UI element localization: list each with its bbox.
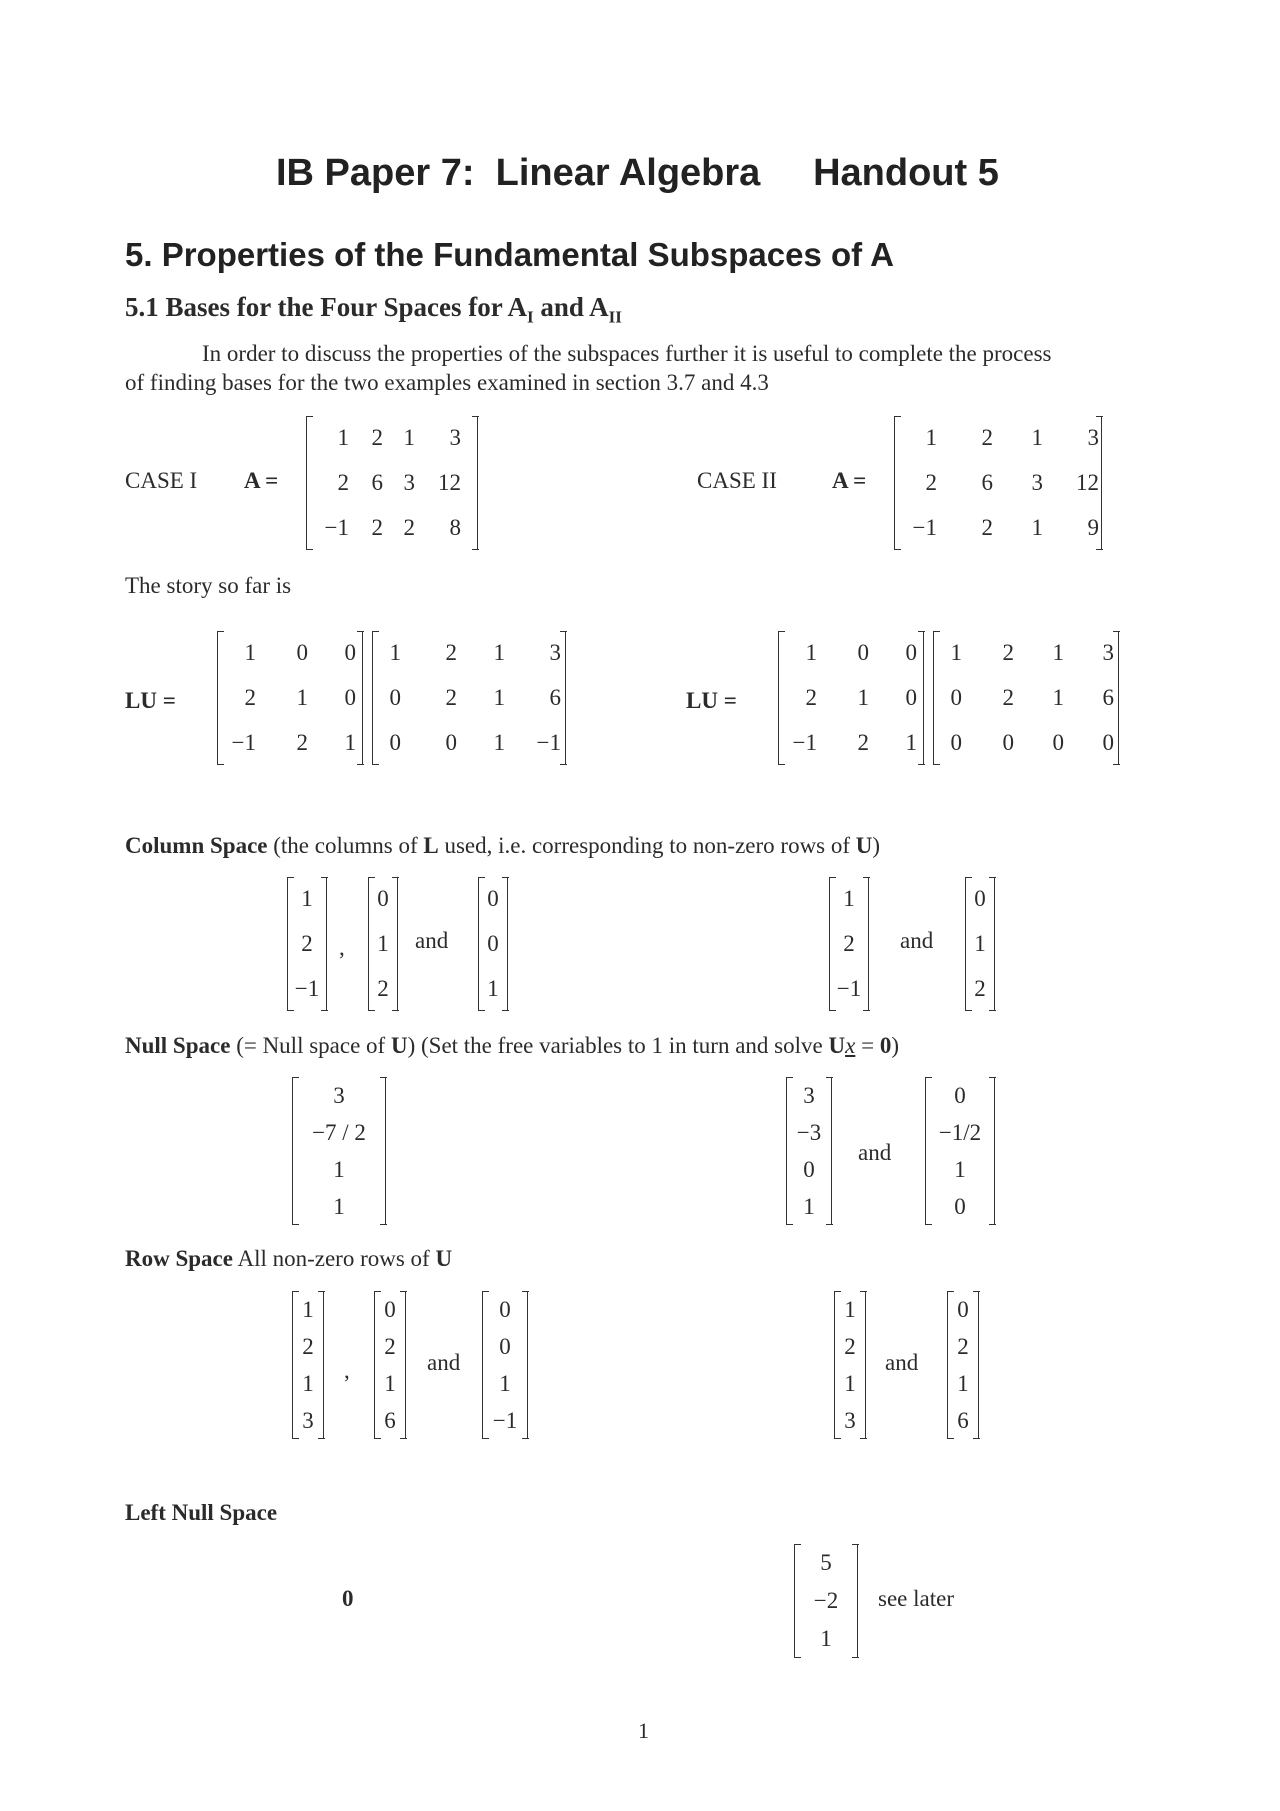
null-space-text-b: ) (Set the free variables to 1 in turn and solve	[407, 1033, 829, 1058]
left-null-space-title: Left Null Space	[125, 1500, 278, 1525]
matrix-l-case2	[778, 631, 924, 765]
and-word: and	[858, 1140, 892, 1165]
vector-entry: 2	[384, 1333, 396, 1359]
matrix-entry: 0	[1102, 729, 1114, 755]
subsection-heading-mid: and A	[533, 292, 609, 322]
matrix-entry: −1	[536, 729, 561, 755]
row-space-text-a: All non-zero rows of	[232, 1246, 436, 1271]
vector-entry: 0	[377, 886, 389, 912]
colspace-case1-vec1	[287, 877, 327, 1011]
matrix-entry: 2	[403, 514, 415, 540]
intro-line-1: In order to discuss the properties of the subspaces further it is useful to complete the process	[202, 341, 1052, 366]
matrix-entry: 1	[296, 684, 308, 710]
matrix-entry: 1	[950, 640, 962, 666]
column-space-heading	[125, 833, 880, 859]
vector-entry: 6	[957, 1407, 969, 1433]
rowspace-case1-vec3	[482, 1291, 528, 1439]
vector-entry: 1	[302, 1370, 314, 1396]
nullspace-case2-vec1	[786, 1077, 832, 1225]
rowspace-case2-vec1	[834, 1291, 866, 1439]
matrix-entry: 6	[981, 469, 993, 495]
vector-entry: 1	[974, 930, 986, 956]
matrix-entry: 3	[1031, 469, 1043, 495]
matrix-entry: 2	[445, 640, 457, 666]
section-heading: 5. Properties of the Fundamental Subspaces of A	[125, 236, 894, 273]
matrix-entry: 2	[296, 729, 308, 755]
vector-entry: 1	[954, 1156, 966, 1182]
matrix-entry: 2	[981, 514, 993, 540]
matrix-entry: 3	[449, 425, 461, 451]
page-title: IB Paper 7: Linear Algebra Handout 5	[276, 152, 999, 194]
vector-entry: 1	[302, 1296, 314, 1322]
matrix-entry: −1	[912, 514, 937, 540]
vector-entry: 3	[333, 1082, 345, 1108]
column-space-l: L	[423, 833, 439, 858]
vector-entry: 1	[803, 1193, 815, 1219]
matrix-entry: 12	[1076, 469, 1099, 495]
null-space-text-c: =	[855, 1033, 880, 1058]
column-space-title: Column Space	[125, 833, 268, 858]
matrix-entry: 1	[1052, 640, 1064, 666]
vector-entry: 0	[803, 1156, 815, 1182]
matrix-entry: 1	[389, 640, 401, 666]
matrix-entry: −1	[792, 729, 817, 755]
vector-entry: 0	[954, 1193, 966, 1219]
matrix-u-case2	[933, 631, 1119, 765]
matrix-entry: 6	[1102, 684, 1114, 710]
column-space-text-b: used, i.e. corresponding to non-zero rows of	[438, 833, 856, 858]
null-space-title: Null Space	[125, 1033, 231, 1058]
matrix-a-case2	[894, 416, 1102, 550]
vector-entry: −1	[836, 975, 862, 1001]
vector-entry: 3	[844, 1407, 856, 1433]
matrix-entry: 2	[445, 684, 457, 710]
page-number: 1	[638, 1718, 649, 1743]
lu-label-case1: LU =	[125, 688, 176, 713]
null-space-u: U	[390, 1033, 408, 1058]
matrix-entry: 0	[905, 640, 917, 666]
matrix-entry: 0	[344, 684, 356, 710]
matrix-entry: 0	[296, 640, 308, 666]
row-space-heading	[125, 1246, 452, 1272]
vector-entry: 0	[954, 1082, 966, 1108]
row-space-title: Row Space	[125, 1246, 233, 1271]
matrix-entry: 1	[905, 729, 917, 755]
vector-entry: 2	[844, 1333, 856, 1359]
null-space-ux-u: U	[828, 1033, 846, 1058]
nullspace-case2-vec2	[925, 1077, 995, 1225]
vector-entry: 2	[843, 930, 855, 956]
matrix-entry: 0	[950, 729, 962, 755]
matrix-entry: 2	[371, 514, 383, 540]
colspace-case2-vec1	[829, 877, 869, 1011]
leftnull-case2-vec	[794, 1544, 858, 1658]
rowspace-case2-vec2	[947, 1291, 979, 1439]
column-space-u: U	[855, 833, 873, 858]
rowspace-case1-vec2	[374, 1291, 406, 1439]
matrix-entry: −1	[324, 514, 349, 540]
vector-entry: 1	[487, 975, 499, 1001]
matrix-entry: −1	[231, 729, 256, 755]
vector-entry: 0	[499, 1296, 511, 1322]
matrix-entry: 0	[389, 729, 401, 755]
matrix-entry: 0	[950, 684, 962, 710]
subsection-heading-prefix: 5.1 Bases for the Four Spaces for A	[125, 292, 527, 322]
and-word: and	[427, 1350, 461, 1375]
vector-entry: 1	[844, 1370, 856, 1396]
vector-entry: 1	[957, 1370, 969, 1396]
vector-entry: 0	[487, 930, 499, 956]
matrix-entry: 1	[244, 640, 256, 666]
vector-entry: 3	[302, 1407, 314, 1433]
matrix-entry: 8	[449, 514, 461, 540]
vector-entry: 2	[301, 930, 313, 956]
vector-entry: 1	[377, 930, 389, 956]
matrix-entry: 12	[438, 469, 461, 495]
vector-entry: 0	[487, 886, 499, 912]
lu-label-case2: LU =	[686, 688, 737, 713]
vector-entry: 3	[803, 1082, 815, 1108]
null-space-ux-x: x	[845, 1033, 856, 1058]
case1-eq: A =	[244, 468, 279, 493]
matrix-entry: 0	[344, 640, 356, 666]
matrix-entry: 1	[1052, 684, 1064, 710]
matrix-entry: 1	[1031, 514, 1043, 540]
intro-paragraph	[125, 339, 1052, 397]
matrix-l-case1	[217, 631, 363, 765]
story-text: The story so far is	[125, 573, 292, 598]
see-later-text: see later	[878, 1586, 954, 1611]
vector-entry: 1	[844, 1296, 856, 1322]
vector-entry: 2	[377, 975, 389, 1001]
intro-line-2: of finding bases for the two examples examined in section 3.7 and 4.3	[125, 370, 769, 395]
vector-entry: 1	[333, 1156, 345, 1182]
vector-entry: 6	[384, 1407, 396, 1433]
vector-entry: 0	[499, 1333, 511, 1359]
and-word: and	[885, 1350, 919, 1375]
case1-label: CASE I	[125, 468, 198, 493]
matrix-entry: 1	[857, 684, 869, 710]
colspace-case1-vec3	[478, 877, 508, 1011]
matrix-entry: 1	[493, 729, 505, 755]
matrix-entry: 1	[925, 425, 937, 451]
vector-entry: 2	[974, 975, 986, 1001]
nullspace-case1-vec	[292, 1077, 386, 1225]
null-space-heading	[125, 1033, 899, 1059]
matrix-entry: 3	[1087, 425, 1099, 451]
subsection-heading-sub2: II	[608, 307, 622, 327]
matrix-entry: 0	[1002, 729, 1014, 755]
matrix-entry: 0	[905, 684, 917, 710]
colspace-case2-vec2	[965, 877, 995, 1011]
matrix-entry: 6	[549, 684, 561, 710]
matrix-entry: 2	[337, 469, 349, 495]
vector-entry: −3	[796, 1119, 822, 1145]
vector-entry: −1	[492, 1407, 518, 1433]
matrix-entry: 2	[371, 425, 383, 451]
matrix-entry: 0	[857, 640, 869, 666]
matrix-entry: 3	[1102, 640, 1114, 666]
matrix-entry: 2	[1002, 640, 1014, 666]
matrix-entry: 1	[337, 425, 349, 451]
matrix-entry: 9	[1087, 514, 1099, 540]
vector-entry: 1	[333, 1193, 345, 1219]
matrix-entry: 2	[857, 729, 869, 755]
matrix-entry: 1	[403, 425, 415, 451]
and-word: and	[415, 928, 449, 953]
null-space-text-d: )	[891, 1033, 899, 1058]
subsection-heading-sub1: I	[527, 307, 534, 327]
column-space-text-c: )	[872, 833, 881, 858]
vector-entry: −2	[813, 1588, 839, 1613]
matrix-entry: 0	[1052, 729, 1064, 755]
vector-entry: 0	[957, 1296, 969, 1322]
and-word: and	[900, 928, 934, 953]
left-null-case1-zero: 0	[342, 1586, 354, 1611]
matrix-entry: 6	[371, 469, 383, 495]
colspace-case1-vec2	[368, 877, 398, 1011]
vector-entry: 1	[499, 1370, 511, 1396]
vector-entry: 1	[820, 1626, 832, 1651]
row-space-u: U	[435, 1246, 453, 1271]
vector-entry: −1	[294, 975, 320, 1001]
comma: ,	[339, 935, 345, 960]
vector-entry: −1/2	[938, 1119, 982, 1145]
rowspace-case1-vec1	[292, 1291, 324, 1439]
vector-entry: 0	[974, 886, 986, 912]
case2-label: CASE II	[697, 468, 777, 493]
matrix-entry: 1	[344, 729, 356, 755]
vector-entry: 1	[301, 886, 313, 912]
matrix-entry: 1	[493, 684, 505, 710]
matrix-a-case1	[306, 416, 478, 550]
subsection-heading	[125, 292, 622, 327]
matrix-entry: 3	[549, 640, 561, 666]
matrix-entry: 0	[445, 729, 457, 755]
matrix-u-case1	[372, 631, 566, 765]
matrix-entry: 1	[493, 640, 505, 666]
vector-entry: 1	[843, 886, 855, 912]
vector-entry: 2	[957, 1333, 969, 1359]
vector-entry: 0	[384, 1296, 396, 1322]
null-space-text-a: (= Null space of	[230, 1033, 391, 1058]
matrix-entry: 2	[1002, 684, 1014, 710]
matrix-entry: 1	[805, 640, 817, 666]
matrix-entry: 3	[403, 469, 415, 495]
vector-entry: 2	[302, 1333, 314, 1359]
matrix-entry: 2	[925, 469, 937, 495]
matrix-entry: 2	[244, 684, 256, 710]
case2-eq: A =	[832, 468, 867, 493]
comma: ,	[344, 1358, 350, 1383]
null-space-zero: 0	[879, 1033, 892, 1058]
matrix-entry: 2	[805, 684, 817, 710]
matrix-entry: 2	[981, 425, 993, 451]
vector-entry: 1	[384, 1370, 396, 1396]
column-space-text-a: (the columns of	[267, 833, 424, 858]
matrix-entry: 1	[1031, 425, 1043, 451]
matrix-entry: 0	[389, 684, 401, 710]
vector-entry: 5	[820, 1550, 832, 1575]
vector-entry: −7 / 2	[312, 1119, 366, 1145]
